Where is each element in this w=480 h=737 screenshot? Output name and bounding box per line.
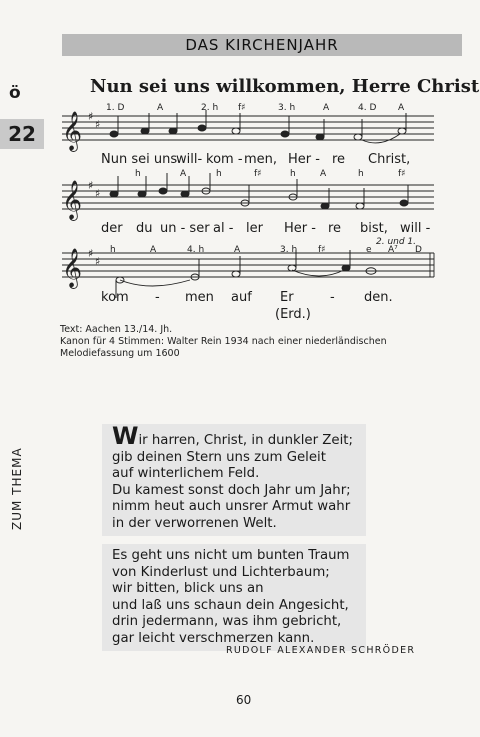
chord: A xyxy=(320,169,327,179)
poem-line: von Kinderlust und Lichterbaum; xyxy=(112,564,330,580)
chord: h xyxy=(110,245,116,255)
lyric: Her - xyxy=(284,221,316,236)
chord: h xyxy=(135,169,141,179)
side-label-text: ZUM THEMA xyxy=(10,447,24,530)
svg-text:𝄞: 𝄞 xyxy=(62,180,83,220)
lyric: - xyxy=(155,290,160,305)
chord: A xyxy=(398,103,405,113)
treble-clefs xyxy=(62,111,82,289)
lyric: al - xyxy=(213,221,234,236)
svg-text:♯: ♯ xyxy=(88,247,94,260)
lyric: den. xyxy=(364,290,393,305)
poem-line xyxy=(112,422,362,450)
side-label xyxy=(10,420,26,530)
lyric: - xyxy=(330,290,335,305)
poem-line: auf winterlichem Feld. xyxy=(112,466,260,481)
chord: h xyxy=(216,169,222,179)
lyric: Her - xyxy=(288,152,320,167)
page-number: 60 xyxy=(236,693,252,707)
poem-line: gar leicht verschmerzen kann. xyxy=(112,630,315,646)
chord: f♯ xyxy=(318,245,326,255)
lyric: der xyxy=(101,221,123,236)
song-number: 22 xyxy=(0,119,44,149)
chord: f♯ xyxy=(254,169,262,179)
credit-line: Melodiefassung um 1600 xyxy=(60,348,180,359)
poem-line: nimm heut auch unsrer Armut wahr xyxy=(112,499,351,514)
staff-lines xyxy=(62,116,434,277)
credit-line: Text: Aachen 13./14. Jh. xyxy=(60,324,173,335)
svg-text:𝄞: 𝄞 xyxy=(62,248,83,288)
chord: 2. h xyxy=(201,103,219,113)
poem-stanza xyxy=(102,544,366,651)
poem-line-text: ir harren, Christ, in dunkler Zeit; xyxy=(138,433,353,448)
lyric: will - xyxy=(400,221,431,236)
chord: A xyxy=(157,103,164,113)
chord: e xyxy=(366,245,372,255)
chord: A xyxy=(180,169,187,179)
music-score xyxy=(0,0,480,330)
poem-line: und laß uns schaun dein Angesicht, xyxy=(112,597,349,613)
lyric: men xyxy=(185,290,214,305)
svg-text:♯: ♯ xyxy=(95,118,101,131)
poem-stanza xyxy=(102,424,366,536)
poem-line: Es geht uns nicht um bunten Traum xyxy=(112,548,350,563)
lyric: will- xyxy=(176,152,203,167)
poem xyxy=(112,424,462,651)
drop-cap: W xyxy=(112,422,139,450)
poem-line: wir bitten, blick uns an xyxy=(112,581,264,596)
lyric: re xyxy=(328,221,342,236)
poem-line: gib deinen Stern uns zum Geleit xyxy=(112,449,326,465)
svg-text:𝄞: 𝄞 xyxy=(62,111,83,151)
lyric: du xyxy=(136,221,153,236)
song-title: Nun sei uns willkommen, Herre Christ xyxy=(90,76,480,97)
chord: A xyxy=(150,245,157,255)
section-title: DAS KIRCHENJAHR xyxy=(185,36,339,54)
chord: h xyxy=(358,169,364,179)
lyric: men, xyxy=(244,152,278,167)
chord: 4. h xyxy=(187,245,205,255)
svg-text:♯: ♯ xyxy=(95,187,101,200)
poem-line: in der verworrenen Welt. xyxy=(112,515,277,531)
poem-line: Du kamest sonst doch Jahr um Jahr; xyxy=(112,482,351,498)
chord: 3. h xyxy=(280,245,298,255)
chord: f♯ xyxy=(398,169,406,179)
lyric-alternate: (Erd.) xyxy=(275,307,311,322)
lyric: un - ser xyxy=(160,221,210,236)
lyric: Er xyxy=(280,290,294,305)
chord: A⁷ xyxy=(388,245,398,255)
lyric: bist, xyxy=(360,221,388,236)
svg-text:♯: ♯ xyxy=(88,110,94,123)
chord: 4. D xyxy=(358,103,377,113)
credit-line: Kanon für 4 Stimmen: Walter Rein 1934 nach einer niederländischen xyxy=(60,336,387,347)
svg-text:♯: ♯ xyxy=(88,179,94,192)
poem-author: RUDOLF ALEXANDER SCHRÖDER xyxy=(226,645,416,656)
side-marker: ö xyxy=(9,83,21,103)
chord: 1. D xyxy=(106,103,125,113)
lyric: ler xyxy=(246,221,263,236)
chord: A xyxy=(323,103,330,113)
lyric: kom - xyxy=(206,152,243,167)
chord: A xyxy=(234,245,241,255)
chord: h xyxy=(290,169,296,179)
lyric: kom xyxy=(101,290,129,305)
poem-line: drin jedermann, was ihm gebricht, xyxy=(112,614,342,629)
lyric: re xyxy=(332,152,346,167)
song-credits xyxy=(60,324,460,360)
notes xyxy=(110,110,411,298)
chord: D xyxy=(415,245,422,255)
lyric: Christ, xyxy=(368,152,411,167)
lyric: Nun sei uns xyxy=(101,152,178,167)
lyric: auf xyxy=(231,290,252,305)
ending-label: 2. und 1. xyxy=(376,237,417,247)
chord: 3. h xyxy=(278,103,296,113)
chord: f♯ xyxy=(238,103,246,113)
svg-text:♯: ♯ xyxy=(95,255,101,268)
